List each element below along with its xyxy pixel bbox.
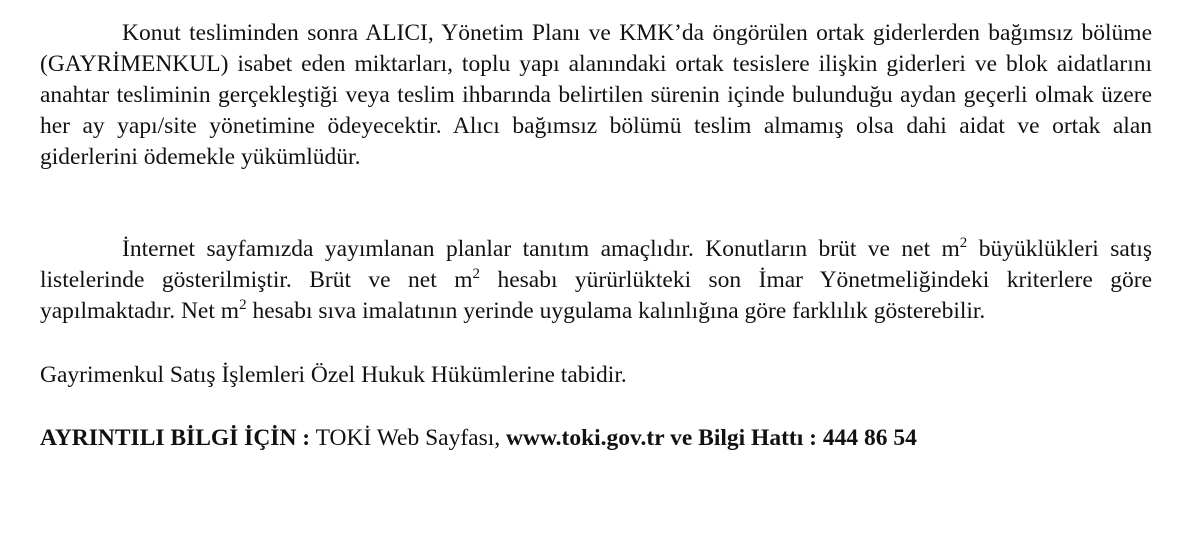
phone-number: 444 86 54 <box>822 425 917 451</box>
superscript: 2 <box>472 266 480 283</box>
superscript: 2 <box>239 297 247 314</box>
paragraph-text: büyüklükleri satış listelerinde gösterilmiştir. Brüt ve net m <box>40 236 1152 293</box>
contact-connector: ve Bilgi Hattı : <box>664 425 823 451</box>
paragraph-text: İnternet sayfamızda yayımlanan planlar tanıtım amaçlıdır. Konutların brüt ve net m <box>122 236 960 262</box>
contact-label: AYRINTILI BİLGİ İÇİN : <box>40 425 311 451</box>
website-link[interactable]: www.toki.gov.tr <box>506 425 665 451</box>
contact-line <box>40 423 1152 454</box>
paragraph-legal-note: Gayrimenkul Satış İşlemleri Özel Hukuk Hükümlerine tabidir. <box>40 362 627 388</box>
paragraph-text: hesabı yürürlükteki son İmar Yönetmeliğindeki kriterlere göre yapılmaktadır. Net m <box>40 267 1153 324</box>
superscript: 2 <box>959 235 968 252</box>
contact-source: TOKİ Web Sayfası, <box>310 425 507 451</box>
paragraph-text: hesabı sıva imalatının yerinde uygulama kalınlığına göre farklılık gösterebilir. <box>246 298 986 324</box>
paragraph-area-disclaimer <box>40 234 1152 327</box>
paragraph-maintenance-fees: Konut tesliminden sonra ALICI, Yönetim Planı ve KMK’da öngörülen ortak giderlerden bağımsız bölüme (GAYRİMENKUL) isabet eden miktarları, toplu yapı alanındaki ortak tesislere ilişkin giderleri ve blok aidatlarını anahtar tesliminin gerçekleştiği veya teslim ihbarında belirtilen sürenin içinde bulunduğu aydan geçerli olmak üzere her ay yapı/site yönetimine ödeyecektir. Alıcı bağımsız bölümü teslim almamış olsa dahi aidat ve ortak alan giderlerini ödemekle yükümlüdür. <box>40 20 1152 170</box>
